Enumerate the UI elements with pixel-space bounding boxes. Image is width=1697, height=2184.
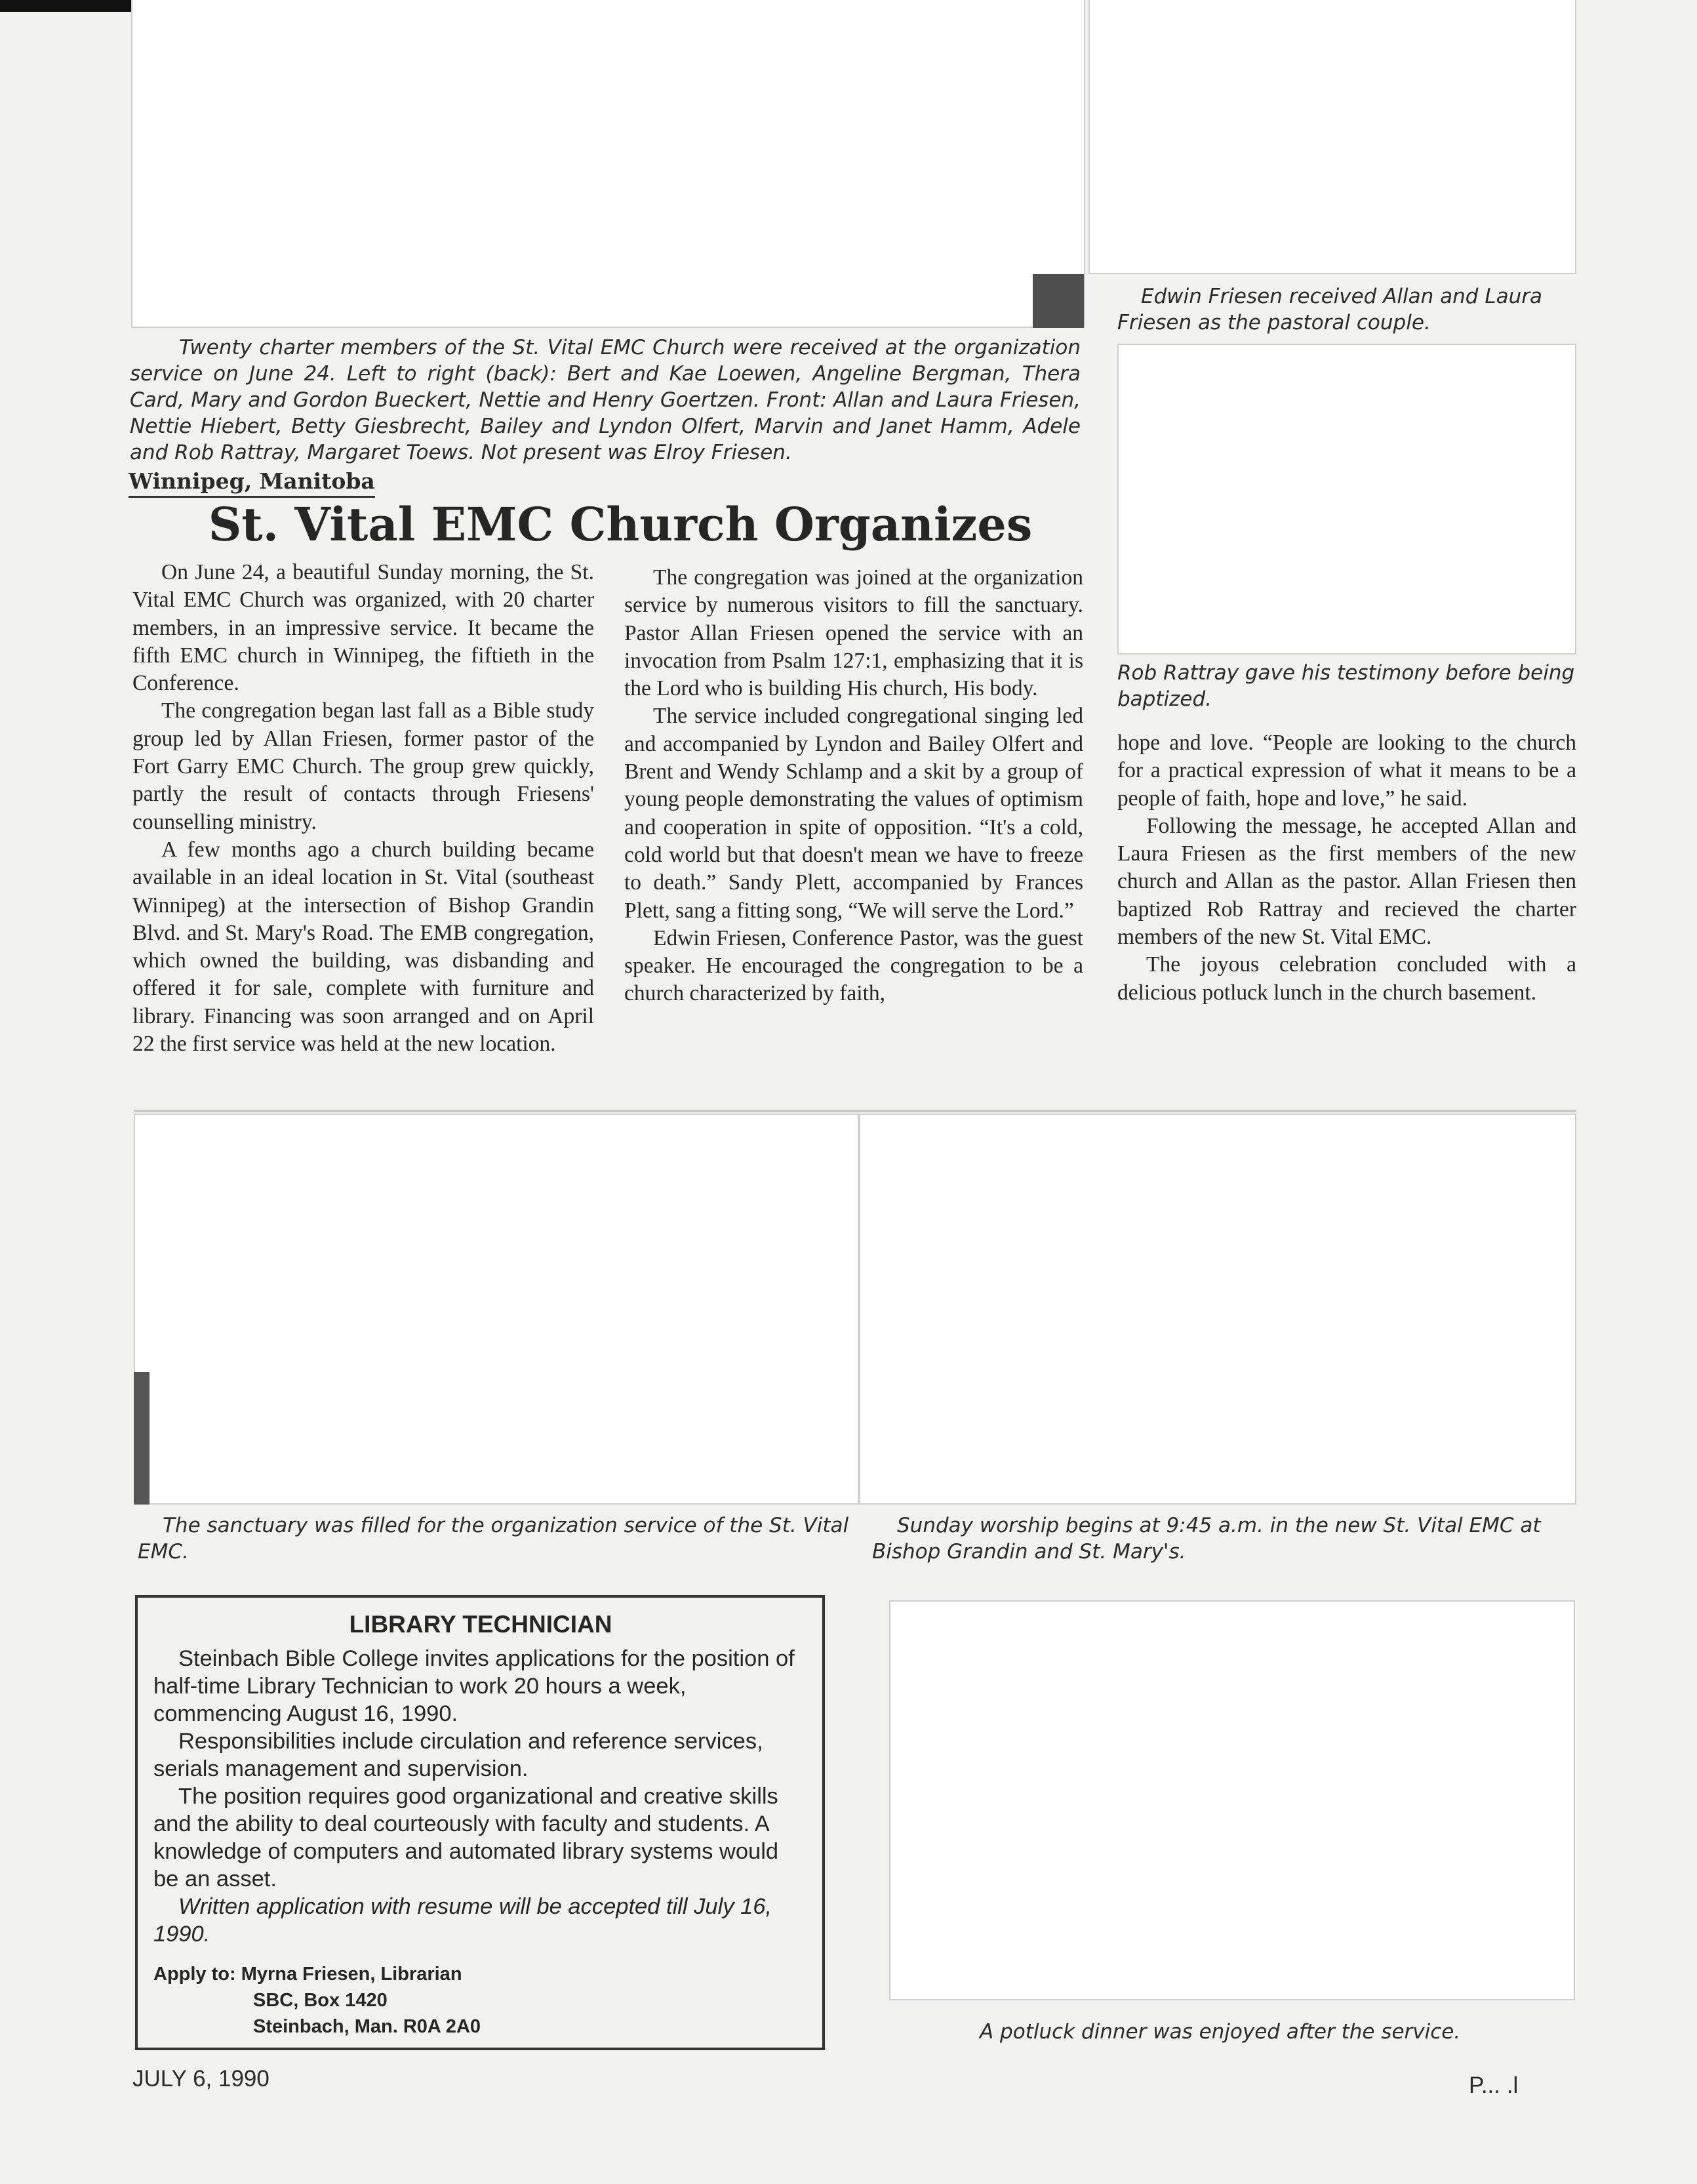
- article-paragraph: Following the message, he accepted Allan and Laura Friesen as the first members of the new church and Allan as the pastor. Allan Friesen then baptized Rob Rattray and recieved the charter members of the new St. Vital EMC.: [1117, 813, 1576, 950]
- article-paragraph: The congregation was joined at the organization service by numerous visitors to fill the sanctuary. Pastor Allan Friesen opened the service with an invocation from Psalm 127:1, emphasizing that it is the Lord who is building His church, His body.: [624, 565, 1083, 701]
- caption-charter-members: Twenty charter members of the St. Vital EMC Church were received at the organization service on June 24. Left to right (back): Bert and Kae Loewen, Angeline Bergman, Thera Card, Mary and Gordon Bueckert, Nettie and Henry Goertzen. Front: Allan and Laura Friesen, Nettie Hiebert, Betty Giesbrecht, Bailey and Lyndon Olfert, Marvin and Janet Hamm, Adele and Rob Rattray, Margaret Toews. Not present was Elroy Friesen.: [130, 336, 1081, 464]
- ad-deadline: Written application with resume will be accepted till July 16, 1990.: [153, 1894, 772, 1947]
- headline: St. Vital EMC Church Organizes: [208, 497, 1033, 552]
- article-paragraph: On June 24, a beautiful Sunday morning, the St. Vital EMC Church was organized, with 20 charter members, in an impressive service. It became the fifth EMC church in Winnipeg, the fiftieth in the Conference.: [132, 560, 594, 696]
- footer-date: JULY 6, 1990: [132, 2066, 270, 2092]
- article-column-1: [132, 559, 594, 1058]
- ad-title: LIBRARY TECHNICIAN: [349, 1611, 612, 1638]
- ad-paragraph: Steinbach Bible College invites applications for the position of half-time Library Technician to work 20 hours a week, commencing August 16, 1990.: [153, 1646, 795, 1726]
- photo-pastoral-couple: [1088, 0, 1576, 274]
- caption-testimony: Rob Rattray gave his testimony before being baptized.: [1117, 661, 1575, 711]
- article-paragraph: A few months ago a church building became available in an ideal location in St. Vital (southeast Winnipeg) at the intersection of Bishop Grandin Blvd. and St. Mary's Road. The EMB congregation, which owned the building, was disbanding and offered it for sale, complete with furniture and library. Financing was soon arranged and on April 22 the first service was held at the new location.: [132, 837, 594, 1057]
- caption-pastoral-couple: Edwin Friesen received Allan and Laura Friesen as the pastoral couple.: [1117, 285, 1542, 334]
- ad-paragraph: The position requires good organizational and creative skills and the ability to deal courteously with faculty and students. A knowledge of computers and automated library systems would be an asset.: [153, 1784, 779, 1891]
- ad-apply-name: Apply to: Myrna Friesen, Librarian: [153, 1964, 462, 1985]
- photo-testimony: [1117, 344, 1576, 655]
- dateline: Winnipeg, Manitoba: [129, 468, 375, 498]
- article-paragraph: The service included congregational singing led and accompanied by Lyndon and Bailey Olfert and Brent and Wendy Schlamp and a skit by a group of young people demonstrating the values of optimism and cooperation in spite of opposition. “It's a cold, cold world but that doesn't mean we have to freeze to death.” Sandy Plett, accompanied by Frances Plett, sang a fitting song, “We will serve the Lord.”: [624, 704, 1083, 923]
- photo-sanctuary: [134, 1114, 859, 1505]
- photo-edge-shadow: [1033, 274, 1084, 328]
- caption-new-church: Sunday worship begins at 9:45 a.m. in the new St. Vital EMC at Bishop Grandin and St. Mary's.: [872, 1514, 1541, 1564]
- article-paragraph: The joyous celebration concluded with a delicious potluck lunch in the church basement.: [1117, 952, 1576, 1005]
- article-paragraph: hope and love. “People are looking to the church for a practical expression of what it means to be a people of faith, hope and love,” he said.: [1117, 731, 1576, 811]
- photo-top-edge: [134, 1110, 1576, 1112]
- article-column-3: [1117, 729, 1576, 1007]
- photo-potluck: [889, 1600, 1575, 2000]
- ad-apply-address: [153, 1961, 808, 2040]
- library-technician-ad: [135, 1595, 825, 2050]
- ad-paragraph: Responsibilities include circulation and reference services, serials management and supervision.: [153, 1729, 763, 1781]
- photo-edge-shadow: [134, 1372, 150, 1505]
- photo-new-church: [859, 1114, 1576, 1505]
- caption-potluck: A potluck dinner was enjoyed after the service.: [980, 2020, 1461, 2044]
- article-paragraph: The congregation began last fall as a Bible study group led by Allan Friesen, former pastor of the Fort Garry EMC Church. The group grew quickly, partly the result of contacts through Friesens' counselling ministry.: [132, 698, 594, 834]
- caption-sanctuary: The sanctuary was filled for the organization service of the St. Vital EMC.: [138, 1514, 849, 1564]
- ad-apply-box: SBC, Box 1420: [253, 1990, 388, 2011]
- footer-page-number: P... .l: [1469, 2073, 1519, 2098]
- corner-mark: [0, 0, 131, 12]
- ad-apply-city: Steinbach, Man. R0A 2A0: [253, 2016, 481, 2037]
- article-column-2: [624, 564, 1083, 1008]
- article-paragraph: Edwin Friesen, Conference Pastor, was the guest speaker. He encouraged the congregation to be a church characterized by faith,: [624, 925, 1083, 1006]
- photo-charter-members: [131, 0, 1085, 328]
